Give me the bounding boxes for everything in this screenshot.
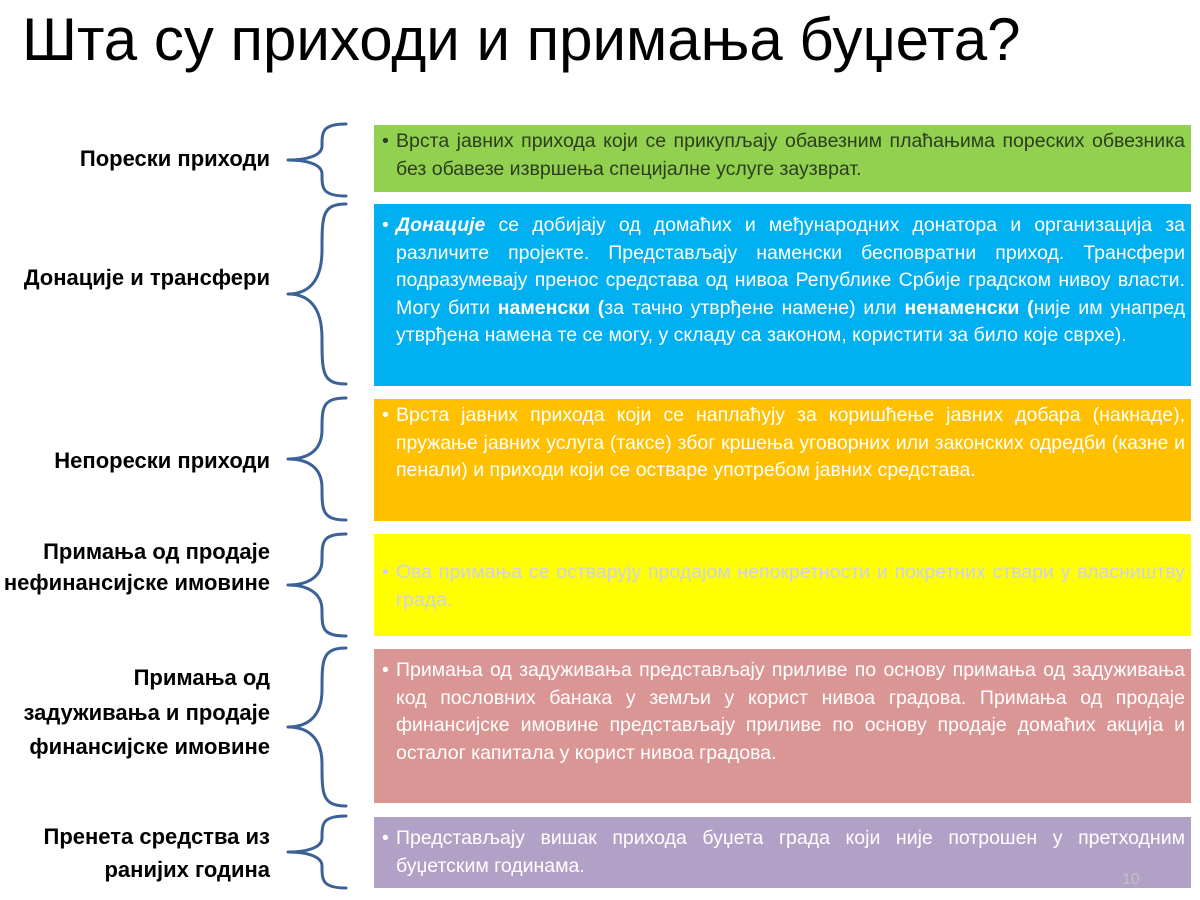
box-text: Представљају вишак прихода буџета града који није потрошен у претходним буџетским годинама.: [396, 827, 1185, 877]
label-text: Донације и трансфери: [23, 265, 270, 290]
box-text: Примања од задуживања представљају приливе по основу примања од задуживања код пословних банака у земљи у корист нивоа градова. Примања од продаје финансијске имовине представљају приливе по основу продаје домаћих акција и осталог капитала у корист нивоа градова.: [396, 659, 1185, 764]
box-text-b: за тачно утврђене намене) или: [604, 296, 905, 319]
box-text-a: се добијају од домаћих и међународних донатора и организација за различите пројекте. Представљају наменски бесповратни приход. Трансфери подразумевају пренос средстава од нивоа Републике Србије градском нивоу власти. Могу бити: [396, 214, 1185, 319]
box-text: Врста јавних прихода који се наплаћују за коришћење јавних добара (накнаде), пружање јавних услуга (таксе) због кршења уговорних или законских одредби (казне и пенали) и приходи који се остваре употребом јавних средстава.: [396, 404, 1185, 481]
bullet-icon: •: [382, 404, 389, 426]
box-carried-over-funds: [374, 817, 1191, 888]
bullet-icon: •: [382, 214, 389, 236]
label-text: Порески приходи: [79, 146, 270, 171]
box-non-financial-assets: [374, 534, 1191, 636]
label-text: Пренета средства из ранијих година: [43, 824, 270, 882]
label-carried-over-funds: [0, 820, 270, 886]
bullet-icon: •: [382, 659, 389, 681]
bullet-icon: •: [382, 130, 389, 152]
label-text: Непорески приходи: [54, 448, 270, 473]
label-donations-transfers: [0, 262, 270, 294]
label-text: Примања од задуживања и продаје финансијске имовине: [23, 665, 270, 759]
box-donations-transfers: [374, 204, 1191, 386]
label-borrowing-financial-assets: [0, 661, 270, 765]
label-text: Примања од продаје нефинансијске имовине: [3, 539, 270, 595]
slide-title: Шта су приходи и примања буџета?: [22, 6, 1021, 73]
brace-icon: [282, 120, 352, 200]
box-text: Врста јавних прихода који се прикупљају обавезним плаћањима пореских обвезника без обавезе извршења специјалне услуге заузврат.: [396, 130, 1185, 180]
brace-icon: [282, 644, 352, 810]
brace-icon: [282, 812, 352, 892]
box-text-c: није им унапред утврђена намена те се могу, у складу са законом, користити за било које сврхе).: [396, 296, 1185, 346]
label-tax-revenue: [0, 143, 270, 174]
brace-icon: [282, 394, 352, 524]
box-text: Ова примања се остварују продајом непокретности и покретних ствари у власништву града.: [396, 561, 1185, 611]
brace-icon: [282, 530, 352, 640]
bold-term-earmarked: наменски (: [497, 296, 605, 319]
label-non-financial-assets: [0, 536, 270, 598]
brace-icon: [282, 200, 352, 388]
page-number: 10: [1122, 871, 1140, 888]
label-non-tax-revenue: [0, 445, 270, 476]
box-non-tax-revenue: [374, 399, 1191, 521]
bold-term-donations: Донације: [396, 214, 486, 236]
box-borrowing-financial-assets: [374, 649, 1191, 803]
box-tax-revenue: [374, 125, 1191, 192]
bullet-icon: •: [382, 827, 389, 849]
bullet-icon: •: [382, 561, 389, 583]
bold-term-non-earmarked: ненаменски (: [904, 296, 1034, 319]
